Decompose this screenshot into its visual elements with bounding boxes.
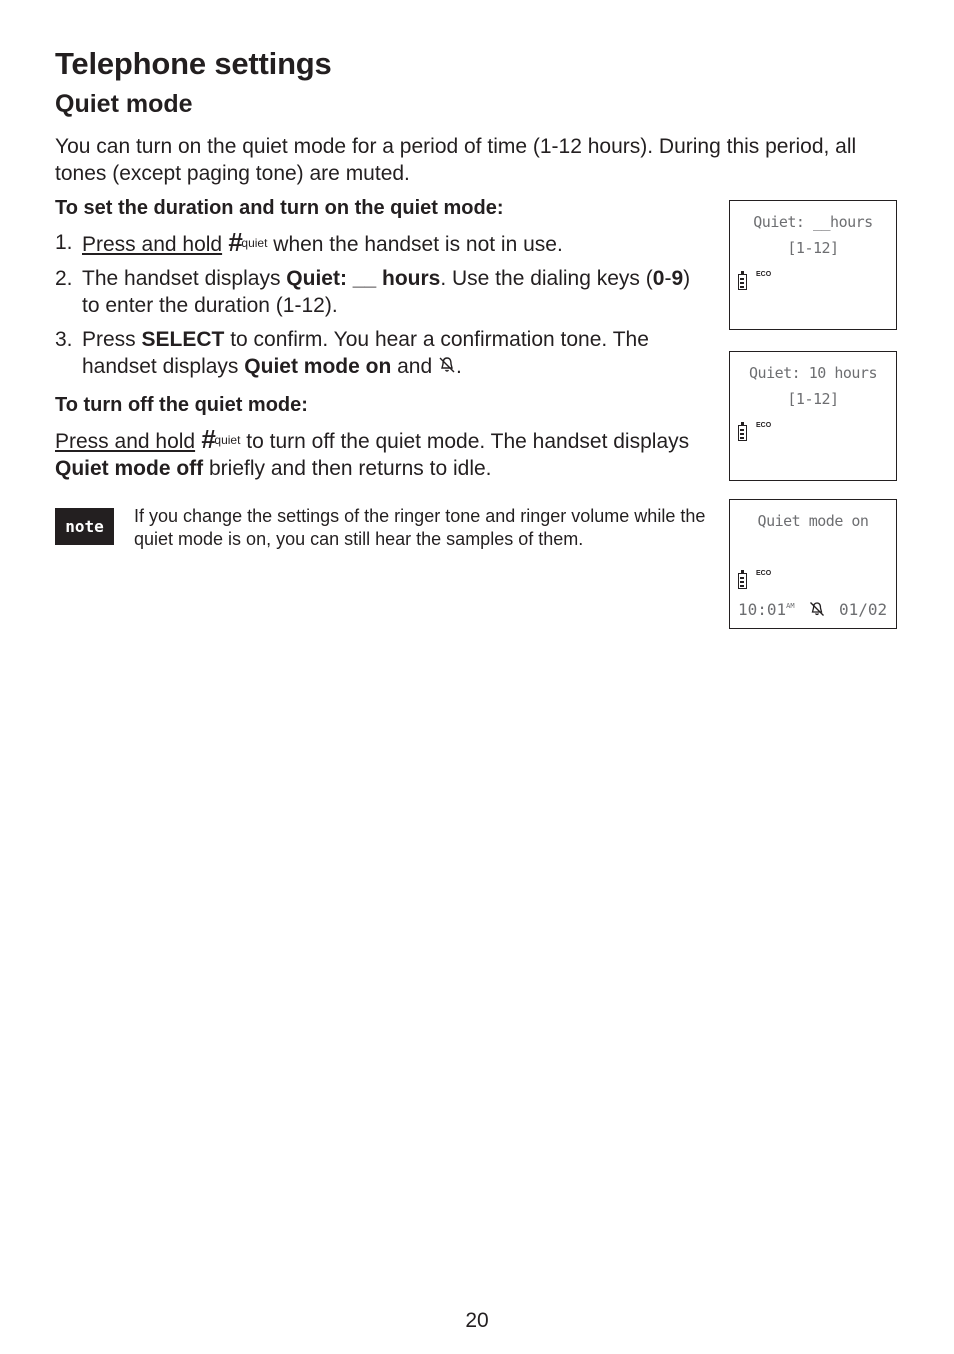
- screen-line-1: Quiet: 10 hours: [749, 364, 877, 382]
- note-badge: note: [55, 508, 114, 545]
- handset-screen-quiet-on: [729, 499, 897, 629]
- step-number: 2.: [55, 267, 73, 290]
- bell-off-icon: [809, 601, 825, 617]
- screen-line-1: Quiet mode on: [757, 512, 869, 530]
- eco-indicator: ECO: [756, 570, 772, 577]
- quiet-key-icon: #quiet: [227, 227, 268, 257]
- step-number: 3.: [55, 328, 73, 351]
- bell-off-icon: [438, 356, 456, 374]
- step-number: 1.: [55, 231, 73, 254]
- handset-screen-duration-set: [729, 351, 897, 481]
- turn-off-heading: To turn off the quiet mode:: [55, 394, 308, 416]
- turn-on-heading: To set the duration and turn on the quiet mode:: [55, 197, 504, 219]
- eco-indicator: ECO: [756, 422, 772, 429]
- eco-indicator: ECO: [756, 271, 772, 278]
- screen-line-2: [1-12]: [787, 239, 839, 257]
- turn-off-paragraph: Press and hold #quiet to turn off the quiet mode. The handset displays Quiet mode off briefly and then returns to idle.: [55, 424, 690, 480]
- quiet-key-icon: #quiet: [200, 424, 241, 454]
- battery-icon: [738, 425, 747, 441]
- step-1: 1. Press and hold #quiet when the handset is not in use.: [55, 227, 563, 257]
- section-title: Quiet mode: [55, 90, 193, 118]
- note-text: If you change the settings of the ringer tone and ringer volume while the quiet mode is on, you can still hear the samples of them.: [134, 506, 706, 549]
- intro-paragraph: You can turn on the quiet mode for a period of time (1-12 hours). During this period, all tones (except paging tone) are muted.: [55, 135, 857, 185]
- page-title: Telephone settings: [55, 46, 332, 81]
- handset-screen-duration-empty: [729, 200, 897, 330]
- page-number: 20: [465, 1309, 489, 1332]
- screen-line-1: Quiet: __hours: [753, 213, 873, 231]
- step-3: 3. Press SELECT to confirm. You hear a confirmation tone. The handset displays Quiet mode on and .: [55, 328, 649, 378]
- date-readout: 01/02: [839, 600, 888, 619]
- battery-icon: [738, 573, 747, 589]
- turn-on-steps: [55, 229, 705, 387]
- press-and-hold-link: Press and hold: [55, 430, 196, 453]
- screen-line-2: [1-12]: [787, 390, 839, 408]
- step-2: 2. The handset displays Quiet: __ hours. Use the dialing keys (0-9) to enter the duration (1-12).: [55, 267, 691, 317]
- clock-readout: $10:01^{AM}$: [738, 600, 795, 619]
- press-and-hold-link: Press and hold: [82, 233, 223, 256]
- battery-icon: [738, 274, 747, 290]
- ampm-indicator: AM: [786, 602, 795, 610]
